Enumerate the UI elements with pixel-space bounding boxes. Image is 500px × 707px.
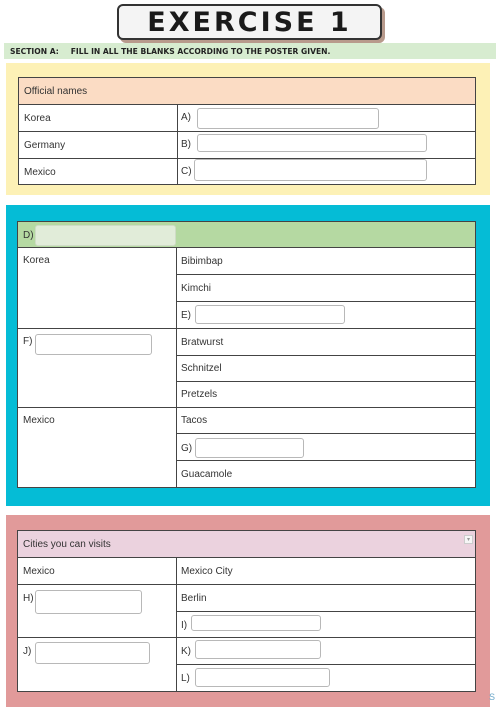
- blank-k-input[interactable]: [195, 640, 321, 659]
- official-country-germany: Germany: [24, 139, 66, 151]
- food-country-mexico: Mexico: [23, 415, 55, 426]
- corner-mark: S: [489, 692, 496, 702]
- official-divider: [177, 105, 178, 185]
- blank-e-input[interactable]: [195, 305, 345, 324]
- blank-b-letter: B): [181, 139, 191, 150]
- blank-l-input[interactable]: [195, 668, 330, 687]
- food-item-row: [176, 356, 475, 382]
- cities-mexico-city: Mexico City: [181, 565, 233, 577]
- food-item-bratwurst: Bratwurst: [181, 336, 224, 348]
- cities-row-mexico: [18, 558, 475, 585]
- food-item-row: [18, 382, 475, 408]
- blank-d-input[interactable]: [35, 225, 176, 246]
- food-item-row: [176, 248, 475, 275]
- exercise-title: [117, 4, 382, 40]
- food-item-kimchi: Kimchi: [181, 282, 212, 294]
- food-item-guacamole: Guacamole: [181, 468, 233, 480]
- food-item-row: [176, 408, 475, 434]
- blank-h-letter: H): [23, 593, 34, 604]
- blank-d-letter: D): [23, 230, 34, 241]
- cities-header-row: [18, 531, 475, 558]
- blank-g-input[interactable]: [195, 438, 304, 458]
- food-divider: [176, 248, 177, 487]
- blank-h-input[interactable]: [35, 590, 142, 614]
- official-header: Official names: [24, 85, 88, 97]
- food-item-bibimbap: Bibimbap: [181, 255, 223, 267]
- section-label: SECTION A:: [10, 46, 59, 56]
- food-item-row: [176, 329, 475, 356]
- blank-k-letter: K): [181, 646, 191, 657]
- blank-e-letter: E): [181, 310, 191, 321]
- official-country-mexico: Mexico: [24, 166, 56, 178]
- blank-b-input[interactable]: [197, 134, 427, 152]
- blank-f-letter: F): [23, 336, 33, 347]
- blank-l-letter: L): [181, 673, 190, 684]
- blank-i-input[interactable]: [191, 615, 321, 631]
- chevron-down-icon[interactable]: ▾: [464, 535, 473, 544]
- cities-row-berlin: [176, 585, 475, 612]
- blank-i-letter: I): [181, 620, 188, 631]
- blank-j-input[interactable]: [35, 642, 150, 664]
- section-instruction: FILL IN ALL THE BLANKS ACCORDING TO THE POSTER GIVEN.: [70, 46, 331, 56]
- blank-g-letter: G): [181, 443, 193, 454]
- blank-a-letter: A): [181, 112, 191, 123]
- blank-f-input[interactable]: [35, 334, 152, 355]
- food-item-pretzels: Pretzels: [181, 389, 218, 400]
- official-country-korea: Korea: [24, 112, 51, 124]
- cities-country-mexico: Mexico: [23, 565, 55, 577]
- blank-a-input[interactable]: [197, 108, 379, 129]
- cities-divider: [176, 558, 177, 691]
- food-item-tacos: Tacos: [181, 415, 208, 426]
- exercise-title-text: EXERCISE 1: [147, 6, 352, 38]
- cities-header: Cities you can visits: [23, 538, 111, 550]
- food-item-row: [176, 461, 475, 487]
- blank-j-letter: J): [23, 646, 32, 657]
- official-header-row: [19, 78, 475, 105]
- food-item-schnitzel: Schnitzel: [181, 363, 222, 374]
- food-item-row: [176, 275, 475, 302]
- blank-c-letter: C): [181, 166, 192, 177]
- food-country-korea: Korea: [23, 255, 50, 266]
- section-instruction-bar: [4, 43, 496, 59]
- cities-berlin: Berlin: [181, 592, 207, 604]
- blank-c-input[interactable]: [194, 159, 427, 181]
